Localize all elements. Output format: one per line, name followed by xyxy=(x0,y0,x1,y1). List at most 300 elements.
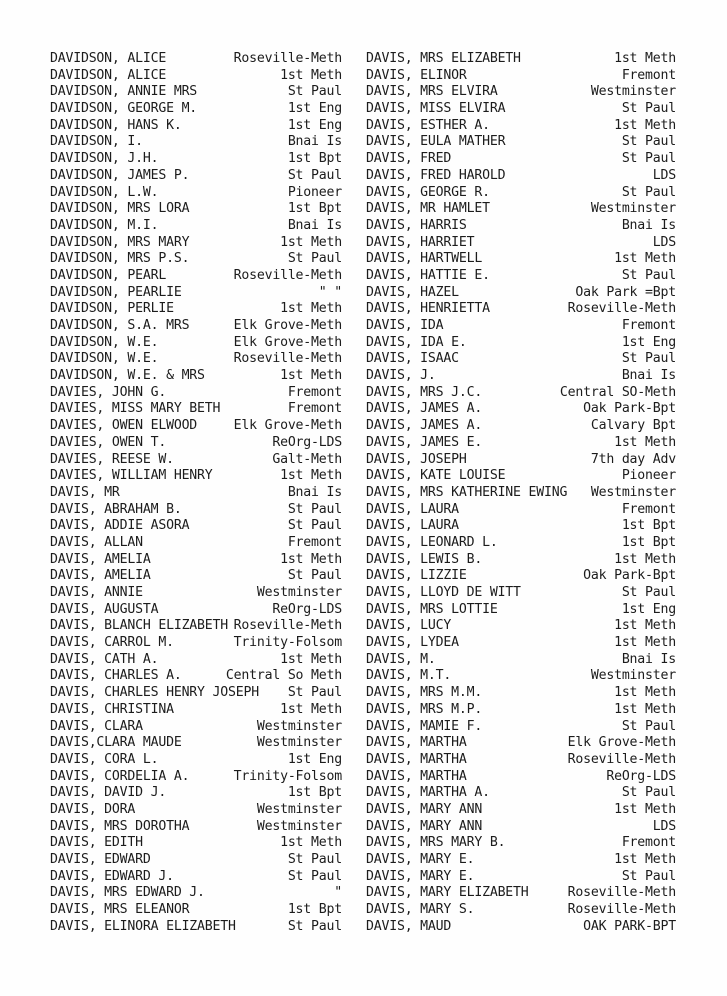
entry-church: Fremont xyxy=(621,835,676,851)
entry-name: DAVIS, HATTIE E. xyxy=(366,267,490,283)
directory-entry xyxy=(50,919,342,936)
entry-church: Roseville-Meth xyxy=(567,885,676,901)
directory-entry xyxy=(366,218,676,235)
entry-church: Bnai Is xyxy=(287,217,342,233)
entry-name: DAVIS, DAVID J. xyxy=(50,785,167,801)
entry-church: " " xyxy=(318,284,342,300)
entry-name: DAVIS, EDWARD J. xyxy=(50,868,174,884)
directory-entry xyxy=(366,702,676,719)
entry-church: 1st Bpt xyxy=(621,518,676,534)
entry-name: DAVIDSON, MRS MARY xyxy=(50,234,190,250)
entry-church: 1st Eng xyxy=(287,117,342,133)
directory-entry xyxy=(50,285,342,302)
entry-church: Elk Grove-Meth xyxy=(233,318,342,333)
entry-church: 1st Meth xyxy=(614,852,676,867)
entry-church: Westminster xyxy=(256,735,342,751)
entry-church: 1st Meth xyxy=(280,468,342,484)
entry-church: 1st Meth xyxy=(614,117,676,133)
entry-name: DAVIS, ALLAN xyxy=(50,534,143,550)
directory-entry xyxy=(366,335,676,352)
entry-church: OAK PARK-BPT xyxy=(583,918,676,934)
directory-entry xyxy=(50,752,342,769)
entry-church: St Paul xyxy=(621,151,676,167)
directory-entry xyxy=(50,852,342,869)
entry-name: DAVIES, JOHN G. xyxy=(50,384,167,400)
directory-entry xyxy=(50,502,342,519)
entry-name: DAVIS, MARY ANN xyxy=(366,818,483,834)
directory-entry xyxy=(366,919,676,936)
entry-name: DAVIS, FRED HAROLD xyxy=(366,167,506,183)
entry-church: Bnai Is xyxy=(287,484,342,500)
entry-name: DAVIS, MAUD xyxy=(366,918,452,934)
entry-name: DAVIDSON, PERLIE xyxy=(50,301,174,317)
entry-church: Westminster xyxy=(256,585,342,600)
entry-name: DAVIS, ELINOR xyxy=(366,67,467,83)
directory-entry xyxy=(366,568,676,585)
entry-name: DAVIS, IDA E. xyxy=(366,334,467,350)
directory-entry xyxy=(50,702,342,719)
directory-entry xyxy=(366,735,676,752)
directory-entry xyxy=(50,835,342,852)
directory-entry xyxy=(50,685,342,702)
entry-church: Elk Grove-Meth xyxy=(233,334,342,350)
entry-church: 1st Meth xyxy=(614,801,676,817)
entry-church: Bnai Is xyxy=(621,651,676,667)
entry-name: DAVIDSON, HANS K. xyxy=(50,117,182,133)
directory-entry xyxy=(366,885,676,902)
entry-name: DAVIS, JAMES A. xyxy=(366,418,483,434)
directory-entry xyxy=(50,668,342,685)
directory-entry xyxy=(50,151,342,168)
directory-entry xyxy=(366,118,676,135)
entry-church: 1st Eng xyxy=(287,101,342,117)
entry-name: DAVIES, MISS MARY BETH xyxy=(50,401,221,417)
entry-name: DAVIS, MRS EDWARD J. xyxy=(50,885,205,901)
entry-church: Calvary Bpt xyxy=(590,418,676,434)
directory-entry xyxy=(366,68,676,85)
entry-name: DAVIS, LEONARD L. xyxy=(366,534,498,550)
entry-church: LDS xyxy=(652,234,676,250)
entry-name: DAVIDSON, MRS P.S. xyxy=(50,251,190,267)
directory-entry xyxy=(366,485,676,502)
entry-church: 1st Meth xyxy=(614,618,676,634)
entry-name: DAVIDSON, W.E. & MRS xyxy=(50,368,205,384)
entry-name: DAVIS, M.T. xyxy=(366,668,452,684)
entry-church: 7th day Adv xyxy=(590,451,676,467)
directory-entry xyxy=(50,618,342,635)
entry-church: Trinity-Folsom xyxy=(233,635,342,651)
directory-entry xyxy=(366,719,676,736)
directory-entry xyxy=(50,335,342,352)
entry-name: DAVIS, HENRIETTA xyxy=(366,301,490,317)
entry-name: DAVIDSON, JAMES P. xyxy=(50,167,190,183)
directory-entry xyxy=(366,852,676,869)
entry-name: DAVIDSON, L.W. xyxy=(50,184,159,200)
entry-church: St Paul xyxy=(621,718,676,734)
entry-church: 1st Meth xyxy=(614,51,676,66)
entry-church: Elk Grove-Meth xyxy=(233,418,342,434)
entry-church: 1st Meth xyxy=(280,701,342,717)
entry-church: 1st Meth xyxy=(614,685,676,701)
entry-name: DAVIS, JOSEPH xyxy=(366,451,467,467)
entry-name: DAVIS, M. xyxy=(366,651,436,667)
entry-church: ReOrg-LDS xyxy=(606,768,676,784)
entry-name: DAVIS, JAMES E. xyxy=(366,434,483,450)
entry-church: 1st Bpt xyxy=(287,785,342,801)
entry-church: Galt-Meth xyxy=(272,451,342,467)
directory-entry xyxy=(366,518,676,535)
entry-church: St Paul xyxy=(621,351,676,367)
directory-entry xyxy=(366,134,676,151)
entry-church: LDS xyxy=(652,167,676,183)
entry-name: DAVIS, CATH A. xyxy=(50,651,159,667)
directory-entry xyxy=(50,785,342,802)
entry-church: Fremont xyxy=(621,501,676,517)
entry-name: DAVIDSON, W.E. xyxy=(50,351,159,367)
entry-name: DAVIS, CHARLES HENRY JOSEPH xyxy=(50,685,259,701)
directory-entry xyxy=(366,318,676,335)
entry-name: DAVIS, CORA L. xyxy=(50,751,159,767)
entry-name: DAVIS, MARTHA xyxy=(366,735,467,751)
entry-name: DAVIS, MRS J.C. xyxy=(366,384,483,400)
directory-entry xyxy=(50,101,342,118)
directory-entry xyxy=(366,401,676,418)
entry-church: Pioneer xyxy=(621,468,676,484)
entry-name: DAVIS, ESTHER A. xyxy=(366,117,490,133)
directory-entry xyxy=(366,869,676,886)
entry-name: DAVIS, MARY ELIZABETH xyxy=(366,885,529,901)
entry-church: 1st Meth xyxy=(280,835,342,851)
entry-church: Central So Meth xyxy=(225,668,342,684)
entry-name: DAVIS, LIZZIE xyxy=(366,568,467,584)
entry-name: DAVIES, OWEN T. xyxy=(50,434,167,450)
entry-name: DAVIDSON, S.A. MRS xyxy=(50,318,190,333)
entry-name: DAVIS, LLOYD DE WITT xyxy=(366,585,521,600)
directory-entry xyxy=(366,368,676,385)
directory-entry xyxy=(50,385,342,402)
directory-entry xyxy=(50,218,342,235)
directory-entry xyxy=(366,235,676,252)
entry-name: DAVIS, ISAAC xyxy=(366,351,459,367)
directory-entry xyxy=(366,268,676,285)
entry-church: 1st Meth xyxy=(280,651,342,667)
entry-church: 1st Meth xyxy=(280,368,342,384)
entry-name: DAVIS, MAMIE F. xyxy=(366,718,483,734)
directory-entry xyxy=(50,368,342,385)
entry-name: DAVIS, MRS DOROTHA xyxy=(50,818,190,834)
entry-church: Fremont xyxy=(621,67,676,83)
entry-name: DAVIS, CARROL M. xyxy=(50,635,174,651)
entry-church: LDS xyxy=(652,818,676,834)
directory-entry xyxy=(366,151,676,168)
directory-entry xyxy=(50,585,342,602)
directory-entry xyxy=(50,318,342,335)
directory-entry xyxy=(366,785,676,802)
entry-church: 1st Meth xyxy=(614,251,676,267)
entry-name: DAVIS, FRED xyxy=(366,151,452,167)
entry-church: Fremont xyxy=(287,401,342,417)
entry-church: St Paul xyxy=(287,852,342,867)
directory-entry xyxy=(366,351,676,368)
directory-entry xyxy=(366,51,676,68)
entry-church: St Paul xyxy=(621,267,676,283)
directory-entry xyxy=(50,802,342,819)
entry-church: 1st Eng xyxy=(621,601,676,617)
directory-entry xyxy=(366,685,676,702)
entry-church: 1st Meth xyxy=(614,701,676,717)
entry-church: St Paul xyxy=(287,518,342,534)
entry-church: St Paul xyxy=(287,918,342,934)
entry-church: ReOrg-LDS xyxy=(272,434,342,450)
entry-church: Oak Park =Bpt xyxy=(575,284,676,300)
directory-entry xyxy=(50,301,342,318)
directory-entry xyxy=(50,251,342,268)
entry-name: DAVIS, HAZEL xyxy=(366,284,459,300)
directory-entry xyxy=(50,118,342,135)
entry-name: DAVIS, CLARA xyxy=(50,718,143,734)
directory-entry xyxy=(366,602,676,619)
entry-church: 1st Meth xyxy=(280,551,342,567)
entry-church: " xyxy=(334,885,342,901)
entry-name: DAVIDSON, PEARL xyxy=(50,267,167,283)
entry-church: St Paul xyxy=(287,84,342,100)
entry-name: DAVIS, HARRIET xyxy=(366,234,475,250)
directory-entry xyxy=(50,201,342,218)
entry-church: St Paul xyxy=(287,251,342,267)
entry-name: DAVIS, MRS ELEANOR xyxy=(50,902,190,918)
entry-name: DAVIS, MARY S. xyxy=(366,902,475,918)
directory-entry xyxy=(50,68,342,85)
entry-church: Bnai Is xyxy=(621,368,676,384)
directory-entry xyxy=(366,769,676,786)
directory-entry xyxy=(50,902,342,919)
entry-church: Westminster xyxy=(256,818,342,834)
left-column xyxy=(50,51,342,935)
entry-name: DAVIS, CHARLES A. xyxy=(50,668,182,684)
entry-name: DAVIES, WILLIAM HENRY xyxy=(50,468,213,484)
entry-name: DAVIS, IDA xyxy=(366,318,444,333)
directory-entry xyxy=(366,802,676,819)
directory-entry xyxy=(50,885,342,902)
entry-name: DAVIS, MRS M.M. xyxy=(366,685,483,701)
entry-name: DAVIS, LUCY xyxy=(366,618,452,634)
entry-church: 1st Bpt xyxy=(287,151,342,167)
entry-name: DAVIS, MARY E. xyxy=(366,868,475,884)
entry-church: St Paul xyxy=(287,868,342,884)
entry-church: ReOrg-LDS xyxy=(272,601,342,617)
entry-name: DAVIES, OWEN ELWOOD xyxy=(50,418,198,434)
entry-church: 1st Eng xyxy=(621,334,676,350)
right-column xyxy=(366,51,676,935)
directory-entry xyxy=(50,518,342,535)
entry-name: DAVIS, MARTHA A. xyxy=(366,785,490,801)
entry-name: DAVIS, BLANCH ELIZABETH xyxy=(50,618,229,634)
entry-church: Roseville-Meth xyxy=(233,618,342,634)
entry-name: DAVIS, MARY ANN xyxy=(366,801,483,817)
directory-entry xyxy=(366,652,676,669)
entry-name: DAVIDSON, ANNIE MRS xyxy=(50,84,198,100)
entry-name: DAVIS, MRS M.P. xyxy=(366,701,483,717)
entry-name: DAVIS, MR HAMLET xyxy=(366,201,490,217)
entry-name: DAVIS,CLARA MAUDE xyxy=(50,735,182,751)
directory-entry xyxy=(366,552,676,569)
entry-name: DAVIS, MISS ELVIRA xyxy=(366,101,506,117)
entry-church: Westminster xyxy=(590,84,676,100)
entry-church: Oak Park-Bpt xyxy=(583,401,676,417)
entry-name: DAVIS, MRS ELVIRA xyxy=(366,84,498,100)
directory-entry xyxy=(50,535,342,552)
directory-entry xyxy=(50,735,342,752)
directory-entry xyxy=(366,819,676,836)
entry-name: DAVIS, MRS KATHERINE EWING xyxy=(366,484,568,500)
directory-entry xyxy=(50,819,342,836)
entry-church: Westminster xyxy=(590,201,676,217)
directory-entry xyxy=(366,535,676,552)
entry-name: DAVIDSON, GEORGE M. xyxy=(50,101,198,117)
entry-name: DAVIS, HARRIS xyxy=(366,217,467,233)
entry-name: DAVIDSON, ALICE xyxy=(50,51,167,66)
entry-church: Westminster xyxy=(256,718,342,734)
directory-entry xyxy=(50,568,342,585)
directory-entry xyxy=(50,552,342,569)
directory-entry xyxy=(366,435,676,452)
directory-entry xyxy=(50,435,342,452)
entry-church: St Paul xyxy=(621,184,676,200)
entry-church: Westminster xyxy=(256,801,342,817)
entry-church: Central SO-Meth xyxy=(559,384,676,400)
entry-church: 1st Bpt xyxy=(287,201,342,217)
directory-entry xyxy=(50,652,342,669)
entry-name: DAVIS, ABRAHAM B. xyxy=(50,501,182,517)
entry-name: DAVIS, EDWARD xyxy=(50,852,151,867)
directory-entry xyxy=(50,468,342,485)
entry-name: DAVIS, CORDELIA A. xyxy=(50,768,190,784)
entry-name: DAVIDSON, J.H. xyxy=(50,151,159,167)
directory-entry xyxy=(366,301,676,318)
directory-entry xyxy=(366,285,676,302)
directory-entry xyxy=(366,752,676,769)
entry-name: DAVIS, AUGUSTA xyxy=(50,601,159,617)
entry-church: Fremont xyxy=(621,318,676,333)
directory-entry xyxy=(366,101,676,118)
directory-entry xyxy=(366,201,676,218)
directory-entry xyxy=(366,468,676,485)
entry-church: Fremont xyxy=(287,534,342,550)
entry-church: Roseville-Meth xyxy=(233,351,342,367)
entry-name: DAVIS, MRS MARY B. xyxy=(366,835,506,851)
directory-entry xyxy=(50,401,342,418)
entry-name: DAVIS, KATE LOUISE xyxy=(366,468,506,484)
entry-church: Bnai Is xyxy=(621,217,676,233)
entry-name: DAVIS, ANNIE xyxy=(50,585,143,600)
directory-entry xyxy=(366,585,676,602)
directory-entry xyxy=(366,902,676,919)
entry-name: DAVIS, MRS LOTTIE xyxy=(366,601,498,617)
entry-church: St Paul xyxy=(287,568,342,584)
entry-name: DAVIS, EDITH xyxy=(50,835,143,851)
entry-name: DAVIS, LYDEA xyxy=(366,635,459,651)
directory-entry xyxy=(50,235,342,252)
entry-church: 1st Meth xyxy=(614,551,676,567)
entry-name: DAVIS, MRS ELIZABETH xyxy=(366,51,521,66)
entry-church: St Paul xyxy=(621,134,676,150)
entry-name: DAVIDSON, W.E. xyxy=(50,334,159,350)
directory-entry xyxy=(50,418,342,435)
directory-entry xyxy=(366,835,676,852)
entry-church: St Paul xyxy=(621,101,676,117)
entry-name: DAVIS, MARY E. xyxy=(366,852,475,867)
entry-church: St Paul xyxy=(621,868,676,884)
entry-name: DAVIS, LAURA xyxy=(366,518,459,534)
directory-entry xyxy=(366,84,676,101)
entry-name: DAVIS, MARTHA xyxy=(366,751,467,767)
directory-entry xyxy=(366,418,676,435)
entry-name: DAVIS, LAURA xyxy=(366,501,459,517)
directory-entry xyxy=(366,635,676,652)
directory-entry xyxy=(50,769,342,786)
entry-church: St Paul xyxy=(621,585,676,600)
directory-entry xyxy=(50,51,342,68)
directory-entry xyxy=(366,618,676,635)
entry-church: 1st Bpt xyxy=(287,902,342,918)
directory-entry xyxy=(50,134,342,151)
entry-church: Roseville-Meth xyxy=(567,301,676,317)
directory-entry xyxy=(366,251,676,268)
entry-church: Roseville-Meth xyxy=(233,51,342,66)
entry-church: Westminster xyxy=(590,484,676,500)
directory-entry xyxy=(366,502,676,519)
entry-church: St Paul xyxy=(287,685,342,701)
entry-name: DAVIDSON, MRS LORA xyxy=(50,201,190,217)
entry-church: 1st Meth xyxy=(280,301,342,317)
entry-name: DAVIS, HARTWELL xyxy=(366,251,483,267)
directory-entry xyxy=(50,719,342,736)
entry-name: DAVIS, LEWIS B. xyxy=(366,551,483,567)
entry-church: Westminster xyxy=(590,668,676,684)
entry-name: DAVIDSON, M.I. xyxy=(50,217,159,233)
entry-church: St Paul xyxy=(621,785,676,801)
directory-entry xyxy=(50,268,342,285)
entry-church: 1st Bpt xyxy=(621,534,676,550)
entry-name: DAVIS, ADDIE ASORA xyxy=(50,518,190,534)
directory-entry xyxy=(50,602,342,619)
directory-entry xyxy=(366,668,676,685)
entry-name: DAVIDSON, I. xyxy=(50,134,143,150)
entry-name: DAVIS, AMELIA xyxy=(50,551,151,567)
entry-church: Pioneer xyxy=(287,184,342,200)
entry-church: St Paul xyxy=(287,501,342,517)
directory-entry xyxy=(366,385,676,402)
entry-name: DAVIS, GEORGE R. xyxy=(366,184,490,200)
entry-church: 1st Eng xyxy=(287,751,342,767)
entry-name: DAVIS, J. xyxy=(366,368,436,384)
entry-name: DAVIS, AMELIA xyxy=(50,568,151,584)
directory-entry xyxy=(366,452,676,469)
entry-name: DAVIS, DORA xyxy=(50,801,136,817)
directory-entry xyxy=(50,869,342,886)
entry-church: 1st Meth xyxy=(280,234,342,250)
directory-entry xyxy=(50,452,342,469)
entry-name: DAVIDSON, ALICE xyxy=(50,67,167,83)
entry-name: DAVIS, MARTHA xyxy=(366,768,467,784)
entry-church: 1st Meth xyxy=(614,434,676,450)
entry-church: Elk Grove-Meth xyxy=(567,735,676,751)
entry-church: 1st Meth xyxy=(280,67,342,83)
entry-church: Roseville-Meth xyxy=(567,902,676,918)
entry-church: Oak Park-Bpt xyxy=(583,568,676,584)
directory-entry xyxy=(366,185,676,202)
entry-name: DAVIDSON, PEARLIE xyxy=(50,284,182,300)
